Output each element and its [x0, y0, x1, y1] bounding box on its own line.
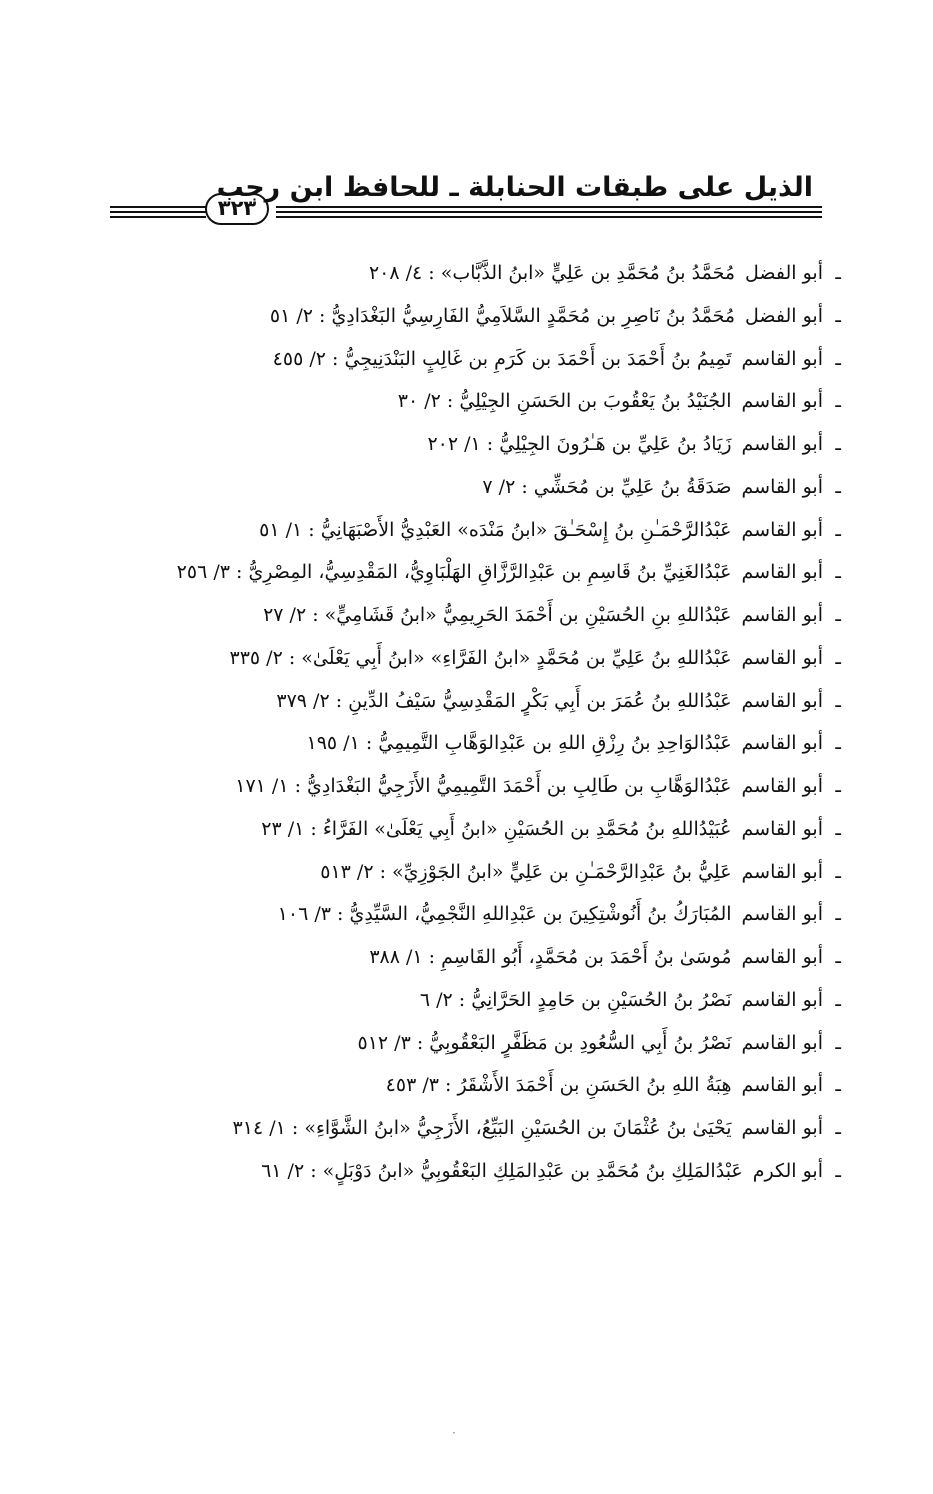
index-entry	[121, 808, 841, 851]
entry-kunya: أبو القاسم	[741, 988, 823, 1011]
entry-separator: :	[285, 1117, 305, 1139]
entry-reference: ٤/ ٢٠٨	[368, 262, 423, 284]
entry-kunya: أبو القاسم	[741, 946, 823, 968]
entry-name: زَيَادُ بنُ عَلِيِّ بن هَـٰرُونَ الجِيْلِيُّ	[499, 433, 732, 455]
index-entry	[121, 1064, 841, 1107]
index-entry	[121, 637, 841, 680]
index-entry	[121, 1107, 841, 1150]
index-entry	[121, 338, 841, 381]
index-entry	[121, 380, 841, 423]
entry-kunya: أبو القاسم	[741, 1074, 823, 1097]
entry-reference: ٣/ ٥١٢	[357, 1031, 411, 1054]
entry-kunya: أبو القاسم	[741, 433, 823, 455]
entry-dash: ـ	[835, 433, 841, 455]
entry-name: عَلِيُّ بنُ عَبْدِالرَّحْمَـٰنِ بن عَلِيٍّ «ابنُ الجَوْزِيِّ»	[392, 860, 732, 883]
entry-kunya: أبو القاسم	[741, 604, 823, 626]
entry-separator: :	[359, 732, 379, 755]
index-entry	[121, 594, 841, 637]
entry-kunya: أبو القاسم	[741, 475, 823, 498]
entry-separator: :	[438, 1074, 458, 1097]
entry-dash: ـ	[835, 1159, 841, 1182]
entry-separator: :	[373, 860, 393, 883]
page-number: ٣٢٣	[205, 193, 269, 225]
entry-separator: :	[306, 604, 325, 626]
entry-kunya: أبو الكرم	[752, 1159, 823, 1182]
entry-name: عَبْدُاللهِ بنُ عُمَرَ بن أَبِي بَكْرٍ المَقْدِسِيُّ سَيْفُ الدِّينِ	[348, 689, 732, 712]
entry-dash: ـ	[835, 946, 841, 968]
entry-reference: ٣/ ٤٥٣	[385, 1074, 439, 1097]
entry-dash: ـ	[835, 817, 841, 840]
index-entry	[121, 979, 841, 1022]
entry-separator: :	[304, 1159, 323, 1182]
entry-name: الجُنَيْدُ بنُ يَعْقُوبَ بن الحَسَنِ الجِيْلِيُّ	[459, 390, 732, 413]
entry-kunya: أبو القاسم	[741, 1117, 823, 1139]
entry-dash: ـ	[835, 1117, 841, 1139]
entry-separator: :	[312, 304, 332, 327]
entry-name: تَمِيمُ بنُ أَحْمَدَ بن أَحْمَدَ بن كَرَمِ بن غَالِبٍ البَنْدَنِيجِيُّ	[344, 347, 732, 370]
index-entry	[121, 722, 841, 765]
entry-name: عَبْدُاللهِ بنِ الحُسَيْنِ بن أَحْمَدَ الحَرِيمِيُّ «ابنُ قَشَامِيٍّ»	[324, 604, 732, 626]
entry-reference: ١/ ٣١٤	[232, 1117, 286, 1139]
entry-kunya: أبو القاسم	[741, 689, 823, 712]
entry-dash: ـ	[835, 304, 841, 327]
entry-dash: ـ	[835, 689, 841, 712]
entry-dash: ـ	[835, 860, 841, 883]
index-entry	[121, 1150, 841, 1193]
entry-reference: ٢/ ٥١٣	[320, 860, 374, 883]
entry-separator: :	[480, 433, 500, 455]
entry-reference: ١/ ٢٠٢	[427, 433, 481, 455]
entry-separator: :	[422, 946, 442, 968]
entry-separator: :	[330, 903, 350, 926]
entry-reference: ٢/ ٢٧	[263, 604, 307, 626]
entry-reference: ٢/ ٣٧٩	[276, 689, 330, 712]
entry-kunya: أبو الفضل	[745, 304, 823, 327]
entry-reference: ١/ ١٩٥	[306, 732, 360, 755]
entry-kunya: أبو القاسم	[741, 390, 823, 413]
entry-reference: ٢/ ٤٥٥	[272, 347, 326, 370]
entry-reference: ١/ ٥١	[259, 518, 303, 541]
entry-dash: ـ	[835, 347, 841, 370]
entry-name: يَحْيَىٰ بنُ عُثْمَانَ بن الحُسَيْنِ البَيِّعُ، الأَزَجِيُّ «ابنُ الشَّوَّاءِ»	[304, 1117, 732, 1139]
entry-dash: ـ	[835, 518, 841, 541]
rule-line	[110, 216, 206, 218]
entry-kunya: أبو الفضل	[745, 262, 823, 284]
entry-dash: ـ	[835, 732, 841, 755]
entry-kunya: أبو القاسم	[741, 646, 823, 669]
entry-name: المُبَارَكُ بنُ أَنُوشْتِكِينَ بن عَبْدِاللهِ النَّجْمِيُّ، السَّيِّدِيُّ	[349, 903, 732, 926]
entry-kunya: أبو القاسم	[741, 518, 823, 541]
entry-dash: ـ	[835, 475, 841, 498]
footer-mark: ·	[452, 1426, 459, 1440]
entry-name: عَبْدُالوَاحِدِ بنُ رِزْقِ اللهِ بن عَبْدِالوَهَّابِ التَّمِيمِيُّ	[378, 732, 732, 755]
entry-name: عُبَيْدُاللهِ بنُ مُحَمَّدِ بن الحُسَيْنِ «ابنُ أَبِي يَعْلَىٰ» الفَرَّاءُ	[322, 817, 732, 840]
entry-separator: :	[302, 518, 321, 541]
entry-name: مُحَمَّدُ بنُ مُحَمَّدِ بن عَلِيٍّ «ابنُ الذَّبَّاب»	[440, 262, 736, 284]
index-entry-list	[121, 252, 841, 1193]
index-entry	[121, 551, 841, 594]
index-entry	[121, 466, 841, 509]
entry-reference: ٢/ ٣٠	[397, 390, 441, 413]
entry-dash: ـ	[835, 988, 841, 1011]
entry-name: عَبْدُالرَّحْمَـٰنِ بنُ إِسْحَـٰقَ «ابنُ مَنْدَه» العَبْدِيُّ الأَصْبَهَانِيُّ	[320, 518, 732, 541]
rule-line	[110, 206, 206, 208]
running-header-title: الذيل على طبقات الحنابلة ـ للحافظ ابن رجب	[216, 172, 813, 203]
entry-dash: ـ	[835, 1031, 841, 1054]
entry-reference: ٢/ ٥١	[269, 304, 313, 327]
rule-line	[276, 206, 822, 208]
entry-kunya: أبو القاسم	[741, 817, 823, 840]
entry-reference: ٢/ ٧	[482, 475, 516, 498]
entry-reference: ٢/ ٦١	[261, 1159, 305, 1182]
entry-reference: ٢/ ٦	[419, 988, 453, 1011]
index-entry	[121, 936, 841, 979]
entry-reference: ٣/ ٢٥٦	[176, 561, 230, 584]
entry-dash: ـ	[835, 903, 841, 926]
entry-separator: :	[229, 561, 249, 584]
entry-separator: :	[452, 988, 472, 1011]
entry-name: مُحَمَّدُ بنُ نَاصِرِ بن مُحَمَّدٍ السَّلاَمِيُّ الفَارِسِيُّ البَغْدَادِيُّ	[331, 304, 736, 327]
entry-reference: ١/ ٣٨٨	[369, 946, 423, 968]
entry-dash: ـ	[835, 561, 841, 584]
entry-separator: :	[410, 1031, 430, 1054]
entry-name: عَبْدُالمَلِكِ بنُ مُحَمَّدِ بن عَبْدِالمَلِكِ البَعْقُوبِيُّ «ابنُ دَوْبَلٍ»	[322, 1159, 743, 1182]
index-entry	[121, 680, 841, 723]
entry-separator: :	[422, 262, 441, 284]
index-entry	[121, 765, 841, 808]
entry-kunya: أبو القاسم	[741, 732, 823, 755]
rule-line	[110, 211, 206, 213]
entry-dash: ـ	[835, 1074, 841, 1097]
entry-kunya: أبو القاسم	[741, 561, 823, 584]
entry-name: نَصْرُ بنُ الحُسَيْنِ بن حَامِدٍ الحَرَّانِيُّ	[471, 988, 732, 1011]
rule-line	[276, 211, 822, 213]
entry-dash: ـ	[835, 390, 841, 413]
entry-kunya: أبو القاسم	[741, 1031, 823, 1054]
entry-separator: :	[515, 475, 534, 498]
entry-name: صَدَقَةُ بنُ عَلِيِّ بن مُحَشِّي	[533, 475, 732, 498]
entry-dash: ـ	[835, 604, 841, 626]
entry-kunya: أبو القاسم	[741, 903, 823, 926]
entry-separator: :	[440, 390, 460, 413]
entry-kunya: أبو القاسم	[741, 775, 823, 797]
entry-reference: ١/ ٢٣	[261, 817, 305, 840]
entry-reference: ٢/ ٣٣٥	[229, 646, 283, 669]
entry-separator: :	[329, 689, 349, 712]
entry-name: عَبْدُاللهِ بنُ عَلِيِّ بن مُحَمَّدٍ «ابنُ الفَرَّاءِ» «ابنُ أَبِي يَعْلَىٰ»	[301, 646, 732, 669]
entry-reference: ١/ ١٧١	[235, 775, 289, 797]
index-entry	[121, 851, 841, 894]
entry-reference: ٣/ ١٠٦	[277, 903, 331, 926]
entry-name: هِبَةُ اللهِ بنُ الحَسَنِ بن أَحْمَدَ الأَشْقَرُ	[457, 1074, 732, 1097]
entry-dash: ـ	[835, 262, 841, 284]
index-entry	[121, 509, 841, 552]
entry-separator: :	[282, 646, 302, 669]
index-entry	[121, 423, 841, 466]
entry-kunya: أبو القاسم	[741, 860, 823, 883]
entry-kunya: أبو القاسم	[741, 347, 823, 370]
rule-line	[276, 216, 822, 218]
index-entry	[121, 295, 841, 338]
entry-name: نَصْرُ بنُ أَبِي السُّعُودِ بن مَظَفَّرٍ البَعْقُوبِيُّ	[429, 1031, 732, 1054]
entry-dash: ـ	[835, 775, 841, 797]
index-entry	[121, 1022, 841, 1065]
entry-separator: :	[288, 775, 308, 797]
entry-name: مُوسَىٰ بنُ أَحْمَدَ بن مُحَمَّدٍ، أَبُو القَاسِمِ	[441, 946, 732, 968]
index-entry	[121, 893, 841, 936]
entry-name: عَبْدُالوَهَّابِ بن طَالِبِ بن أَحْمَدَ التَّمِيمِيُّ الأَزَجِيُّ البَغْدَادِيُّ	[307, 775, 732, 797]
entry-separator: :	[304, 817, 323, 840]
entry-dash: ـ	[835, 646, 841, 669]
index-entry	[121, 252, 841, 295]
entry-name: عَبْدُالغَنِيِّ بنُ قَاسِمِ بن عَبْدِالرَّزَّاقِ الهَلْبَاوِيُّ، المَقْدِسِيُّ، المِصْرِيُّ	[248, 561, 732, 584]
entry-separator: :	[325, 347, 345, 370]
